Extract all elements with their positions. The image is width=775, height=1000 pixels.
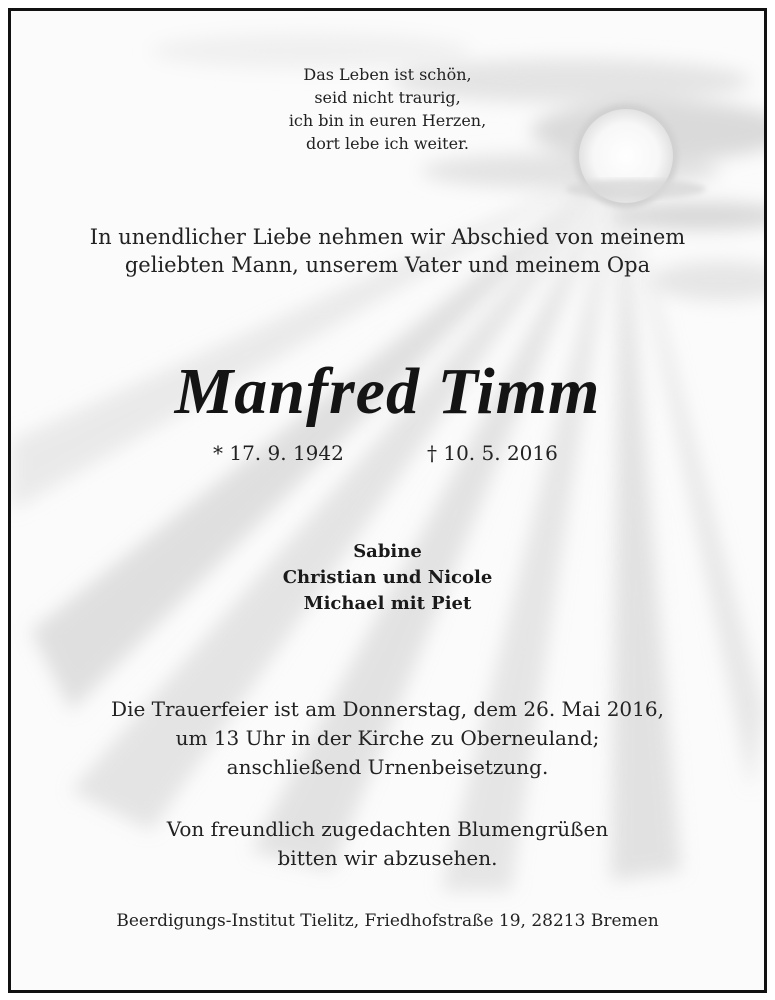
funeral-home: Beerdigungs-Institut Tielitz, Friedhofstraße 19, 28213 Bremen [116, 911, 659, 931]
mourner-name: Christian und Nicole [282, 567, 493, 588]
birth-date: * 17. 9. 1942 [213, 441, 344, 465]
death-date: † 10. 5. 2016 [427, 441, 558, 465]
deceased-name: Manfred Timm [174, 355, 601, 428]
flower-line: Von freundlich zugedachten Blumengrüßen [166, 817, 609, 841]
intro-line: In unendlicher Liebe nehmen wir Abschied von meinem [89, 225, 686, 249]
funeral-service-info [11, 695, 764, 782]
mourner-name: Michael mit Piet [303, 593, 472, 614]
poem-line: ich bin in euren Herzen, [288, 111, 487, 130]
mourner-name: Sabine [353, 541, 422, 562]
service-line: um 13 Uhr in der Kirche zu Oberneuland; [175, 726, 600, 750]
poem-line: Das Leben ist schön, [303, 65, 472, 84]
service-line: anschließend Urnenbeisetzung. [226, 755, 549, 779]
intro-line: geliebten Mann, unserem Vater und meinem Opa [124, 253, 651, 277]
poem-line: dort lebe ich weiter. [305, 134, 470, 153]
mourners [11, 539, 764, 617]
flower-request [11, 815, 764, 873]
obituary-notice [8, 8, 767, 993]
service-line: Die Trauerfeier ist am Donnerstag, dem 26. Mai 2016, [111, 697, 664, 721]
flower-line: bitten wir abzusehen. [277, 846, 498, 870]
poem-line: seid nicht traurig, [314, 88, 461, 107]
poem [11, 63, 764, 155]
intro-text [11, 223, 764, 279]
notice-content [11, 11, 764, 990]
